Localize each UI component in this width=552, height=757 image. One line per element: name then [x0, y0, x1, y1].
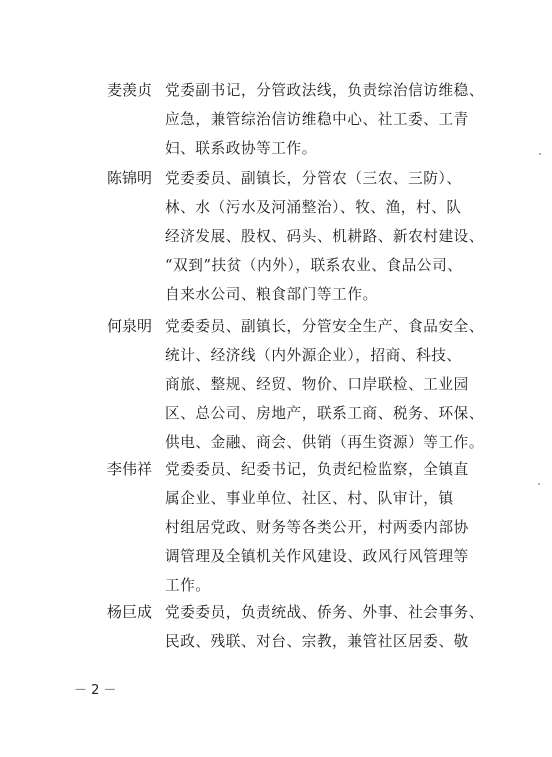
- duty-line: 林、水（污水及河涌整治）、牧、渔，村、队: [165, 199, 462, 216]
- duty-description: [165, 455, 485, 600]
- duty-description: [165, 164, 485, 309]
- duty-line: 自来水公司、粮食部门等工作。: [165, 286, 378, 303]
- duty-description: [165, 598, 485, 656]
- duty-line: 党委委员，负责统战、侨务、外事、社会事务、: [165, 604, 485, 621]
- duty-line: 统计、经济线（内外源企业），招商、科技、: [165, 347, 462, 364]
- duty-line: 党委委员、纪委书记，负责纪检监察，全镇直: [165, 461, 469, 478]
- duty-line: 民政、残联、对台、宗教，兼管社区居委、敬: [165, 633, 469, 650]
- duty-line: 党委副书记，分管政法线，负责综治信访维稳、: [165, 82, 485, 99]
- duty-line: 妇、联系政协等工作。: [165, 140, 317, 157]
- official-name: 陈锦明: [107, 169, 153, 187]
- official-name: 李伟祥: [107, 460, 153, 478]
- duty-line: 供电、金融、商会、供销（再生资源）等工作。: [165, 434, 485, 451]
- official-name: 杨巨成: [107, 603, 153, 621]
- duty-line: 工作。: [165, 577, 211, 594]
- duty-line: 调管理及全镇机关作风建设、政风行风管理等: [165, 548, 469, 565]
- duty-line: 党委委员、副镇长，分管农（三农、三防）、: [165, 170, 462, 187]
- scan-speck: [539, 153, 541, 155]
- duty-line: 应急，兼管综治信访维稳中心、社工委、工青: [165, 111, 469, 128]
- duty-line: 党委委员、副镇长，分管安全生产、食品安全、: [165, 318, 485, 335]
- duty-line: 区、总公司、房地产，联系工商、税务、环保、: [165, 405, 485, 422]
- page-number: － 2 －: [74, 683, 117, 698]
- duty-line: 村组居党政、财务等各类公开，村两委内部协: [165, 519, 469, 536]
- duty-line: “双到”扶贫（内外），联系农业、食品公司、: [165, 257, 463, 274]
- duty-line: 属企业、事业单位、社区、村、队审计，镇: [165, 490, 454, 507]
- duty-line: 商旅、整规、经贸、物价、口岸联检、工业园: [165, 376, 469, 393]
- duty-line: 经济发展、股权、码头、机耕路、新农村建设、: [165, 228, 485, 245]
- official-name: 何泉明: [107, 317, 153, 335]
- duty-description: [165, 312, 485, 457]
- scan-speck: [538, 483, 540, 485]
- duty-description: [165, 76, 485, 163]
- official-name: 麦羡贞: [107, 81, 153, 99]
